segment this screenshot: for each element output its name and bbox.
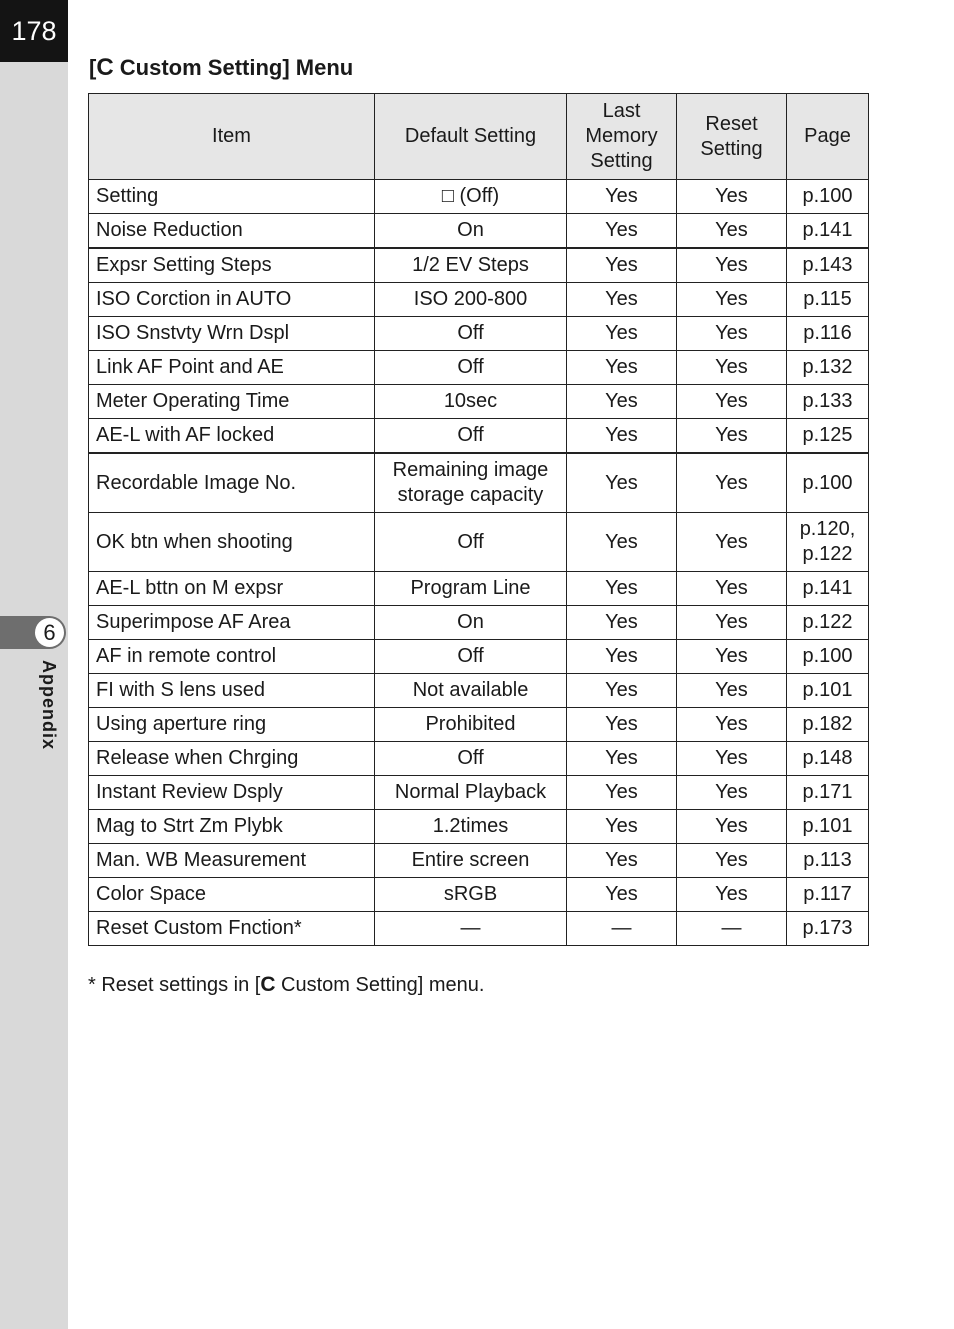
cell-item: Link AF Point and AE: [89, 351, 375, 385]
cell-default-setting: Off: [375, 742, 567, 776]
cell-last-memory: Yes: [567, 776, 677, 810]
cell-item: Instant Review Dsply: [89, 776, 375, 810]
cell-last-memory: Yes: [567, 708, 677, 742]
cell-default-setting: 10sec: [375, 385, 567, 419]
cell-item: AE-L bttn on M expsr: [89, 572, 375, 606]
cell-last-memory: Yes: [567, 317, 677, 351]
cell-reset-setting: Yes: [677, 776, 787, 810]
cell-default-setting: Off: [375, 351, 567, 385]
cell-last-memory: Yes: [567, 640, 677, 674]
cell-reset-setting: Yes: [677, 674, 787, 708]
cell-default-setting: 1.2times: [375, 810, 567, 844]
cell-last-memory: Yes: [567, 283, 677, 317]
table-row: [89, 180, 869, 214]
cell-reset-setting: Yes: [677, 572, 787, 606]
cell-last-memory: Yes: [567, 180, 677, 214]
header-default-setting: Default Setting: [375, 94, 567, 180]
table-row: [89, 844, 869, 878]
cell-page: p.132: [787, 351, 869, 385]
table-row: [89, 283, 869, 317]
cell-reset-setting: Yes: [677, 810, 787, 844]
footnote-suffix: Custom Setting] menu.: [275, 974, 485, 996]
cell-item: Expsr Setting Steps: [89, 248, 375, 283]
cell-page: p.101: [787, 810, 869, 844]
custom-setting-icon: C: [260, 973, 276, 996]
chapter-number: 6: [35, 618, 64, 647]
cell-last-memory: Yes: [567, 248, 677, 283]
cell-item: Color Space: [89, 878, 375, 912]
cell-item: AE-L with AF locked: [89, 419, 375, 454]
header-row: [89, 94, 869, 180]
cell-item: Using aperture ring: [89, 708, 375, 742]
cell-last-memory: Yes: [567, 674, 677, 708]
table-row: [89, 453, 869, 513]
cell-default-setting: Off: [375, 640, 567, 674]
cell-page: p.148: [787, 742, 869, 776]
cell-default-setting: Normal Playback: [375, 776, 567, 810]
table-row: [89, 640, 869, 674]
cell-item: Recordable Image No.: [89, 453, 375, 513]
cell-reset-setting: Yes: [677, 606, 787, 640]
cell-reset-setting: Yes: [677, 214, 787, 249]
cell-page: p.122: [787, 606, 869, 640]
cell-page: p.141: [787, 214, 869, 249]
cell-page: p.100: [787, 640, 869, 674]
footnote-prefix: * Reset settings in [: [88, 974, 261, 996]
cell-page: p.116: [787, 317, 869, 351]
chapter-label: Appendix: [39, 660, 59, 751]
cell-page: p.133: [787, 385, 869, 419]
cell-page: p.125: [787, 419, 869, 454]
cell-last-memory: Yes: [567, 419, 677, 454]
cell-page: p.173: [787, 912, 869, 946]
cell-default-setting: Prohibited: [375, 708, 567, 742]
cell-item: Reset Custom Fnction*: [89, 912, 375, 946]
table-row: [89, 572, 869, 606]
custom-setting-icon: C: [96, 54, 114, 81]
cell-last-memory: Yes: [567, 844, 677, 878]
cell-last-memory: Yes: [567, 810, 677, 844]
cell-page: p.100: [787, 453, 869, 513]
cell-default-setting: Off: [375, 513, 567, 572]
cell-reset-setting: Yes: [677, 248, 787, 283]
cell-item: ISO Snstvty Wrn Dspl: [89, 317, 375, 351]
table-row: [89, 513, 869, 572]
cell-item: ISO Corction in AUTO: [89, 283, 375, 317]
custom-settings-table: [88, 93, 869, 946]
table-row: [89, 351, 869, 385]
cell-item: Mag to Strt Zm Plybk: [89, 810, 375, 844]
cell-reset-setting: Yes: [677, 317, 787, 351]
cell-page: p.100: [787, 180, 869, 214]
cell-item: Release when Chrging: [89, 742, 375, 776]
cell-reset-setting: Yes: [677, 283, 787, 317]
title-bracket: [: [89, 55, 97, 80]
cell-default-setting: □ (Off): [375, 180, 567, 214]
table-body: [89, 180, 869, 946]
header-page: Page: [787, 94, 869, 180]
cell-default-setting: Program Line: [375, 572, 567, 606]
page-number: 178: [0, 0, 68, 62]
cell-page: p.117: [787, 878, 869, 912]
table-row: [89, 248, 869, 283]
table-row: [89, 674, 869, 708]
cell-item: Setting: [89, 180, 375, 214]
table-row: [89, 810, 869, 844]
cell-reset-setting: —: [677, 912, 787, 946]
cell-item: OK btn when shooting: [89, 513, 375, 572]
cell-default-setting: On: [375, 214, 567, 249]
table-row: [89, 776, 869, 810]
cell-reset-setting: Yes: [677, 844, 787, 878]
cell-last-memory: Yes: [567, 453, 677, 513]
cell-default-setting: Off: [375, 317, 567, 351]
cell-reset-setting: Yes: [677, 708, 787, 742]
table-row: [89, 912, 869, 946]
cell-reset-setting: Yes: [677, 453, 787, 513]
table-row: [89, 385, 869, 419]
cell-last-memory: Yes: [567, 513, 677, 572]
cell-default-setting: Not available: [375, 674, 567, 708]
cell-item: Superimpose AF Area: [89, 606, 375, 640]
header-reset-setting: Reset Setting: [677, 94, 787, 180]
cell-default-setting: —: [375, 912, 567, 946]
table-row: [89, 708, 869, 742]
cell-last-memory: Yes: [567, 742, 677, 776]
table-row: [89, 606, 869, 640]
cell-page: p.120, p.122: [787, 513, 869, 572]
cell-page: p.113: [787, 844, 869, 878]
menu-title: [89, 54, 353, 82]
cell-item: Noise Reduction: [89, 214, 375, 249]
cell-reset-setting: Yes: [677, 351, 787, 385]
table-row: [89, 419, 869, 454]
cell-reset-setting: Yes: [677, 419, 787, 454]
cell-last-memory: Yes: [567, 351, 677, 385]
cell-page: p.171: [787, 776, 869, 810]
cell-default-setting: On: [375, 606, 567, 640]
cell-reset-setting: Yes: [677, 513, 787, 572]
cell-item: Meter Operating Time: [89, 385, 375, 419]
cell-default-setting: Off: [375, 419, 567, 454]
cell-page: p.115: [787, 283, 869, 317]
cell-default-setting: Remaining image storage capacity: [375, 453, 567, 513]
cell-item: AF in remote control: [89, 640, 375, 674]
table-row: [89, 878, 869, 912]
cell-last-memory: —: [567, 912, 677, 946]
cell-last-memory: Yes: [567, 878, 677, 912]
header-last-memory: Last Memory Setting: [567, 94, 677, 180]
cell-last-memory: Yes: [567, 214, 677, 249]
cell-item: Man. WB Measurement: [89, 844, 375, 878]
cell-last-memory: Yes: [567, 572, 677, 606]
cell-default-setting: 1/2 EV Steps: [375, 248, 567, 283]
cell-reset-setting: Yes: [677, 385, 787, 419]
cell-page: p.143: [787, 248, 869, 283]
cell-last-memory: Yes: [567, 385, 677, 419]
table-row: [89, 317, 869, 351]
cell-default-setting: Entire screen: [375, 844, 567, 878]
title-text: Custom Setting] Menu: [113, 55, 354, 80]
cell-reset-setting: Yes: [677, 742, 787, 776]
cell-page: p.182: [787, 708, 869, 742]
cell-default-setting: sRGB: [375, 878, 567, 912]
cell-reset-setting: Yes: [677, 640, 787, 674]
cell-reset-setting: Yes: [677, 180, 787, 214]
cell-item: FI with S lens used: [89, 674, 375, 708]
cell-page: p.101: [787, 674, 869, 708]
header-item: Item: [89, 94, 375, 180]
cell-page: p.141: [787, 572, 869, 606]
cell-reset-setting: Yes: [677, 878, 787, 912]
table-row: [89, 742, 869, 776]
table-row: [89, 214, 869, 249]
cell-default-setting: ISO 200-800: [375, 283, 567, 317]
footnote: [88, 973, 484, 997]
cell-last-memory: Yes: [567, 606, 677, 640]
